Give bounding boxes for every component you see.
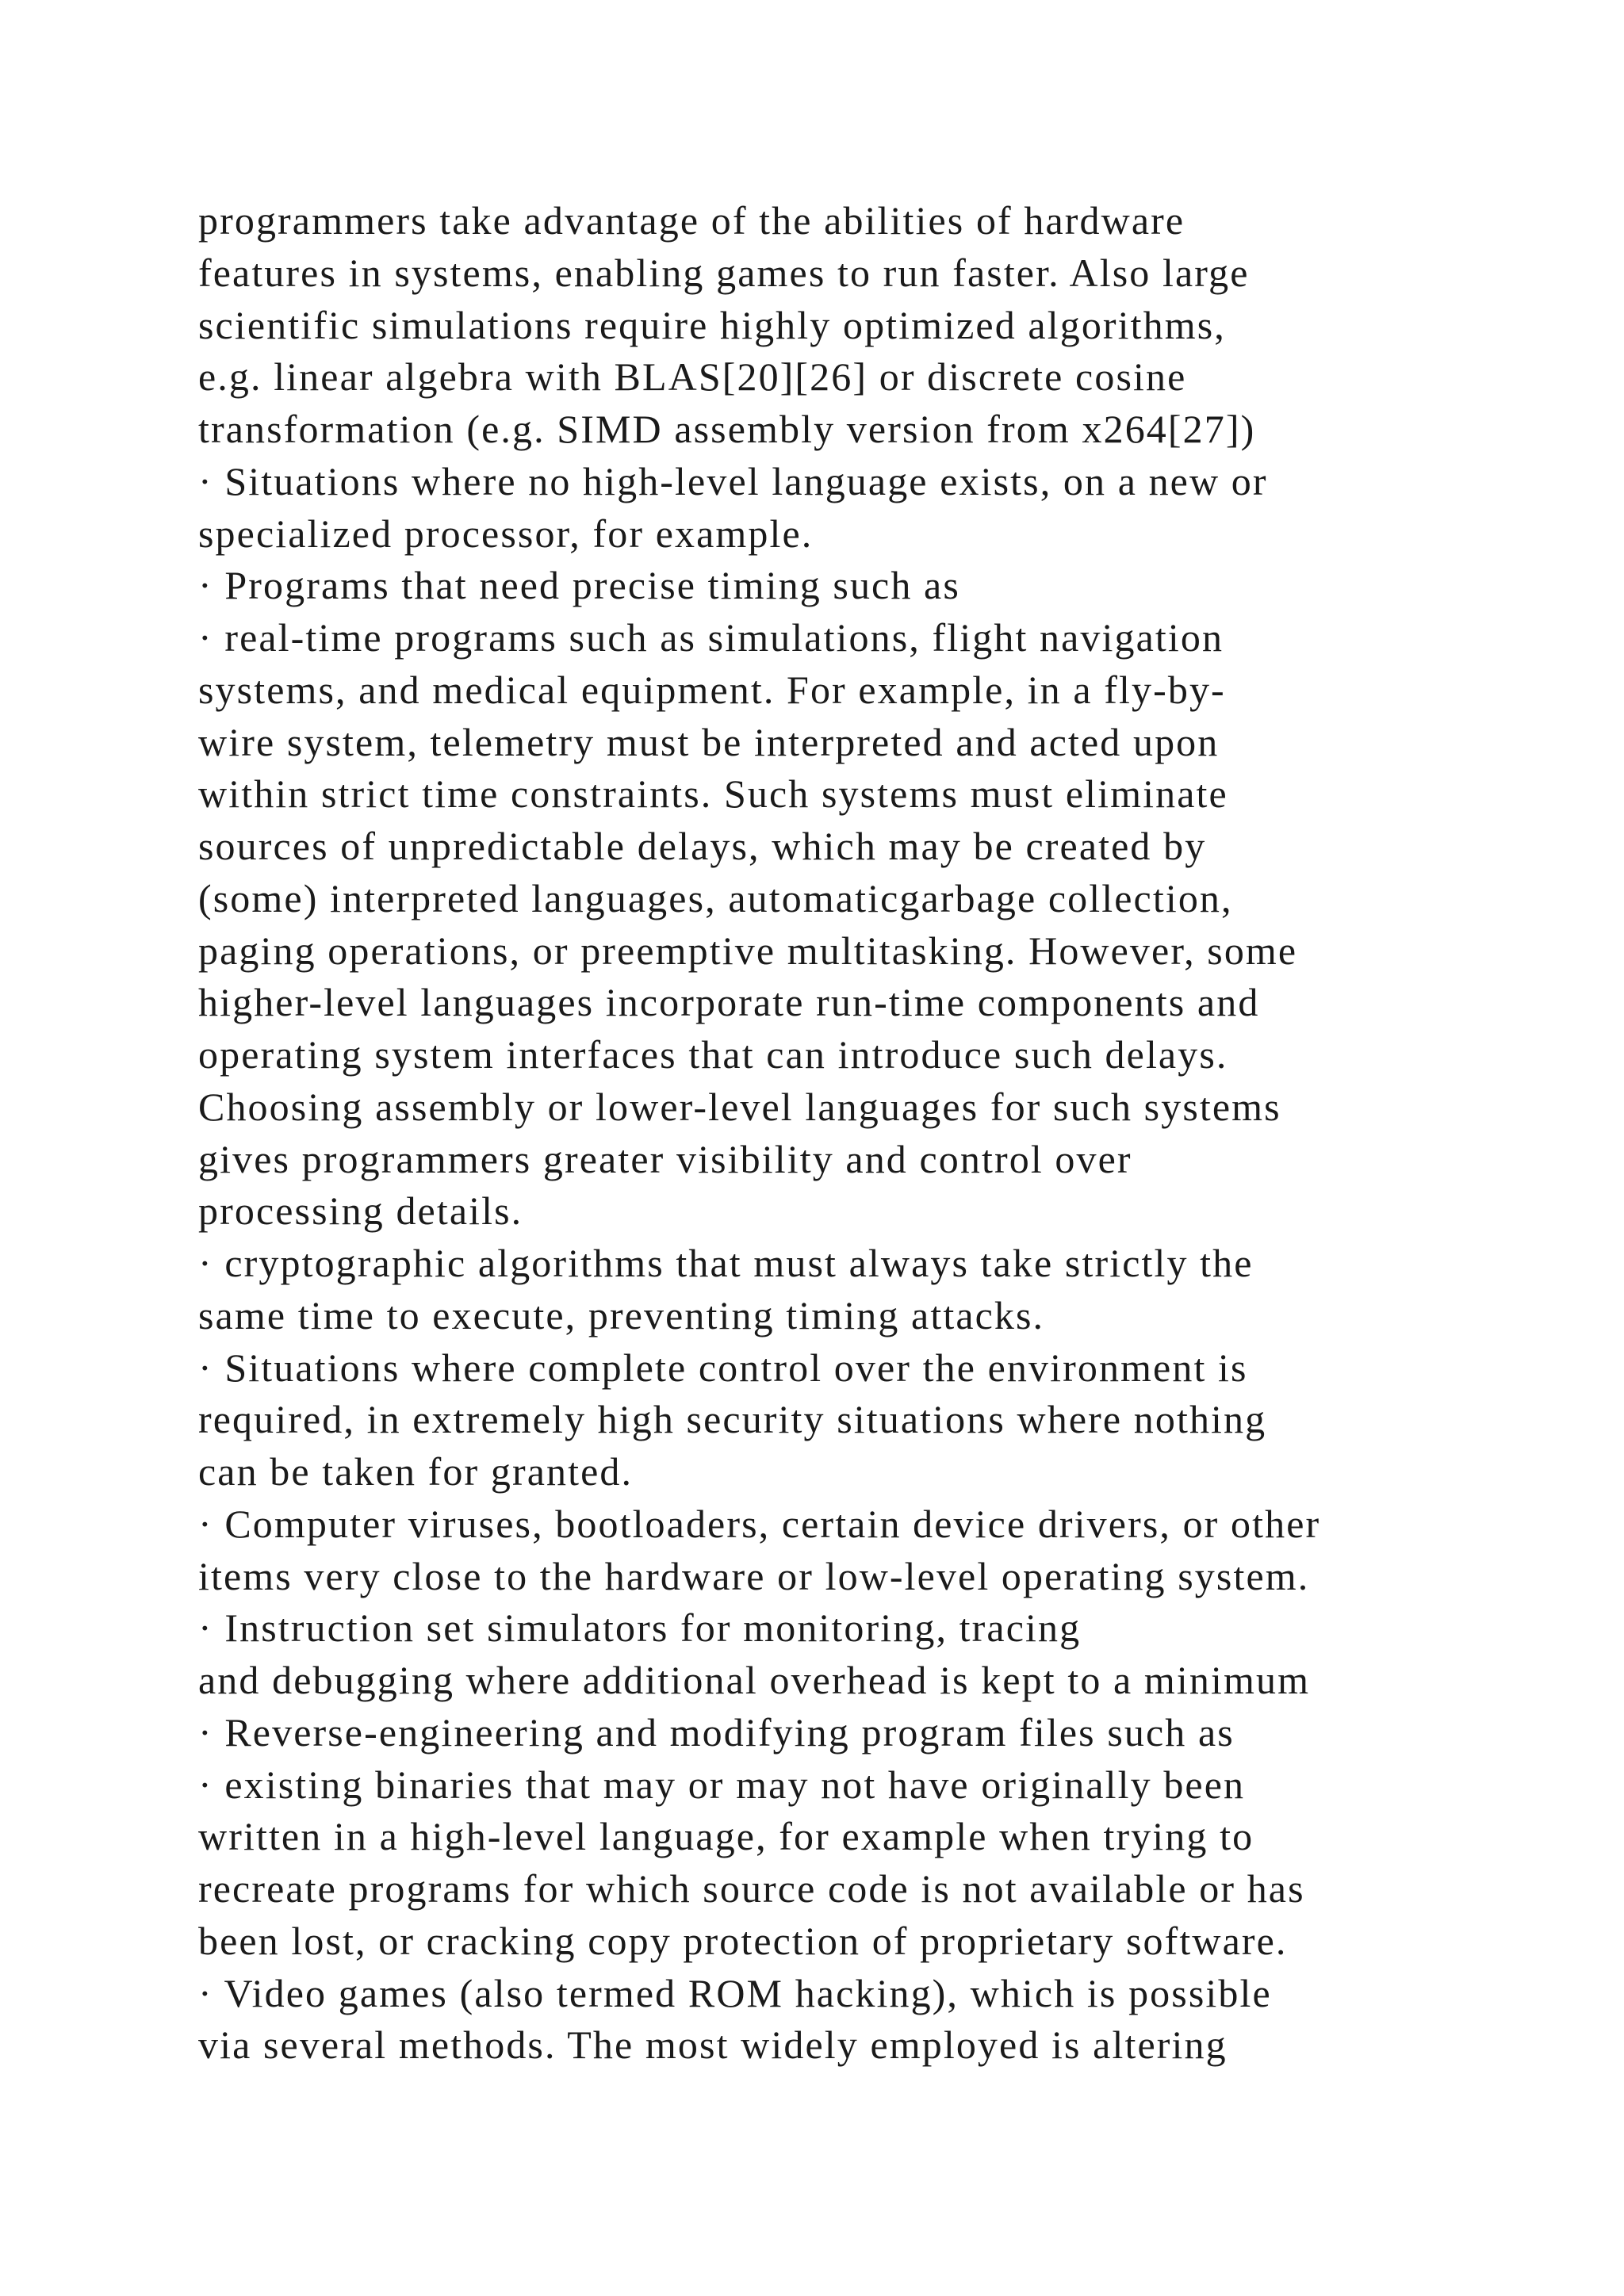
text-line: wire system, telemetry must be interpreted and acted upon (198, 719, 1220, 764)
text-line: · Video games (also termed ROM hacking), which is possible (198, 1970, 1272, 2015)
text-line: programmers take advantage of the abilities of hardware (198, 198, 1185, 243)
text-line: · Reverse-engineering and modifying program files such as (198, 1709, 1235, 1755)
text-line: · cryptographic algorithms that must always take strictly the (198, 1241, 1254, 1285)
text-line: · Situations where complete control over the environment is (198, 1345, 1248, 1390)
text-line: systems, and medical equipment. For example, in a fly-by- (198, 667, 1226, 712)
text-line: paging operations, or preemptive multitasking. However, some (198, 928, 1298, 973)
text-line: specialized processor, for example. (198, 511, 814, 556)
text-line: required, in extremely high security situations where nothing (198, 1397, 1267, 1442)
text-line: transformation (e.g. SIMD assembly version from x264[27]) (198, 407, 1256, 451)
text-line: processing details. (198, 1188, 523, 1234)
text-line: scientific simulations require highly optimized algorithms, (198, 302, 1226, 347)
text-line: higher-level languages incorporate run-time components and (198, 980, 1260, 1025)
text-line: sources of unpredictable delays, which may be created by (198, 824, 1207, 868)
text-line: e.g. linear algebra with BLAS[20][26] or discrete cosine (198, 354, 1187, 400)
text-line: can be taken for granted. (198, 1449, 634, 1494)
text-line: within strict time constraints. Such systems must eliminate (198, 771, 1228, 817)
text-line: been lost, or cracking copy protection of proprietary software. (198, 1918, 1288, 1963)
text-line: · Computer viruses, bootloaders, certain device drivers, or other (198, 1501, 1321, 1546)
text-line: same time to execute, preventing timing attacks. (198, 1292, 1045, 1337)
body-text (198, 195, 1507, 2072)
text-line: · Programs that need precise timing such as (198, 563, 960, 608)
text-line: · real-time programs such as simulations, flight navigation (198, 615, 1224, 660)
text-line: · Situations where no high-level language exists, on a new or (198, 458, 1268, 503)
text-line: items very close to the hardware or low-level operating system. (198, 1553, 1310, 1598)
text-line: written in a high-level language, for example when trying to (198, 1814, 1254, 1859)
text-line: recreate programs for which source code is not available or has (198, 1866, 1305, 1911)
text-line: and debugging where additional overhead is kept to a minimum (198, 1658, 1311, 1702)
text-line: · existing binaries that may or may not have originally been (198, 1762, 1246, 1807)
text-line: gives programmers greater visibility and control over (198, 1136, 1132, 1181)
text-line: (some) interpreted languages, automaticgarbage collection, (198, 875, 1233, 920)
text-line: operating system interfaces that can introduce such delays. (198, 1032, 1228, 1077)
text-line: · Instruction set simulators for monitoring, tracing (198, 1605, 1082, 1651)
text-line: Choosing assembly or lower-level languages for such systems (198, 1084, 1281, 1129)
text-line: features in systems, enabling games to run faster. Also large (198, 250, 1250, 295)
text-line: via several methods. The most widely employed is altering (198, 2022, 1228, 2068)
